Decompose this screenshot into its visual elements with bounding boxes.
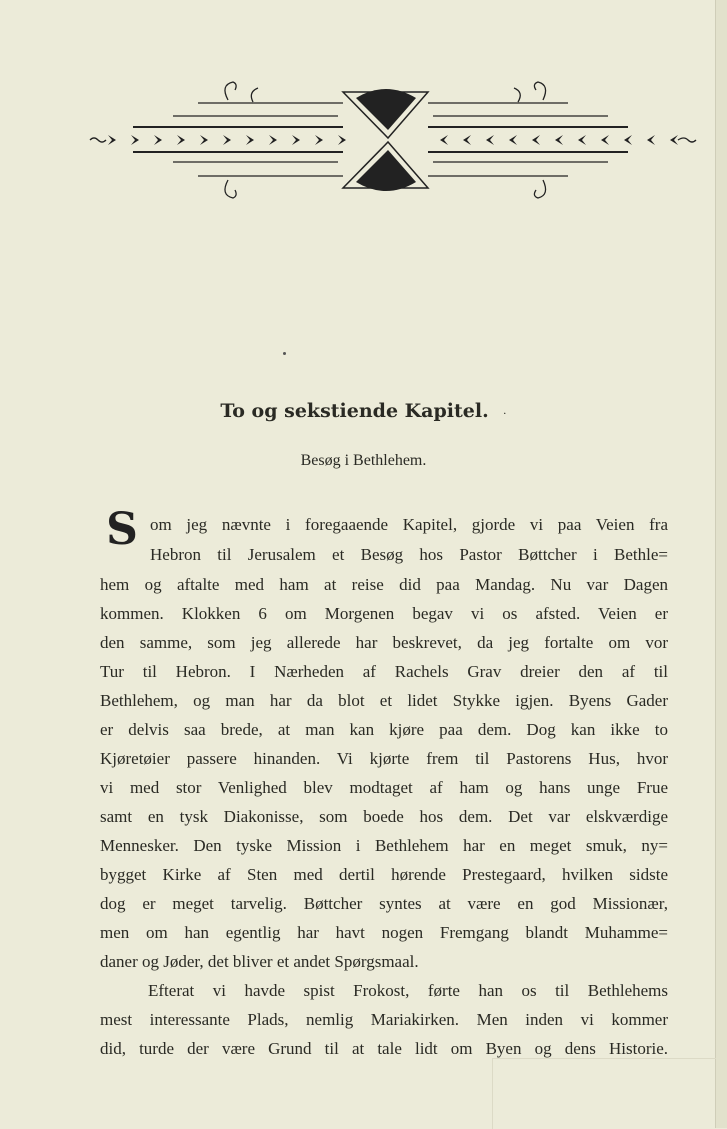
stray-ink-mark	[283, 352, 286, 355]
drop-cap: S	[106, 504, 138, 555]
body-line: samt en tysk Diakonisse, som boede hos dem. Det var elskværdige	[100, 807, 668, 826]
chapter-subtitle: Besøg i Bethlehem.	[300, 452, 427, 469]
body-line: vi med stor Venlighed blev modtaget af ham og hans unge Frue	[100, 778, 668, 797]
page-corner-shadow	[492, 1058, 716, 1129]
body-line: Kjøretøier passere hinanden. Vi kjørte frem til Pastorens Hus, hvor	[100, 749, 668, 768]
body-line: dog er meget tarvelig. Bøttcher syntes at være en god Missionær,	[100, 894, 668, 913]
body-line: mest interessante Plads, nemlig Mariakirken. Men inden vi kommer	[100, 1010, 668, 1029]
chapter-heading: To og sekstiende Kapitel.	[220, 400, 489, 422]
body-line: Hebron til Jerusalem et Besøg hos Pastor Bøttcher i Bethle=	[150, 545, 668, 564]
body-line: den samme, som jeg allerede har beskrevet, da jeg fortalte om vor	[100, 633, 668, 652]
body-line: bygget Kirke af Sten med dertil hørende Prestegaard, hvilken sidste	[100, 865, 668, 884]
body-line: Tur til Hebron. I Nærheden af Rachels Grav dreier den af til	[100, 662, 668, 681]
body-line: hem og aftalte med ham at reise did paa Mandag. Nu var Dagen	[100, 575, 668, 594]
body-line: Bethlehem, og man har da blot et lidet Stykke igjen. Byens Gader	[100, 691, 668, 710]
facing-page-edge	[715, 0, 727, 1128]
body-line: did, turde der være Grund til at tale lidt om Byen og dens Historie.	[100, 1039, 668, 1058]
decorative-headpiece-ornament	[88, 80, 698, 200]
body-line: daner og Jøder, det bliver et andet Spørgsmaal.	[100, 952, 419, 971]
chapter-heading-row	[0, 400, 727, 422]
body-line: Efterat vi havde spist Frokost, førte han os til Bethlehems	[148, 981, 668, 1000]
body-line: om jeg nævnte i foregaaende Kapitel, gjorde vi paa Veien fra	[150, 515, 668, 534]
body-line: men om han egentlig har havt nogen Fremgang blandt Muhamme=	[100, 923, 668, 942]
body-line: kommen. Klokken 6 om Morgenen begav vi os afsted. Veien er	[100, 604, 668, 623]
body-line: Mennesker. Den tyske Mission i Bethlehem har en meget smuk, ny=	[100, 836, 668, 855]
body-line: er delvis saa brede, at man kan kjøre paa dem. Dog kan ikke to	[100, 720, 668, 739]
heading-ink-mark: ·	[502, 406, 507, 420]
